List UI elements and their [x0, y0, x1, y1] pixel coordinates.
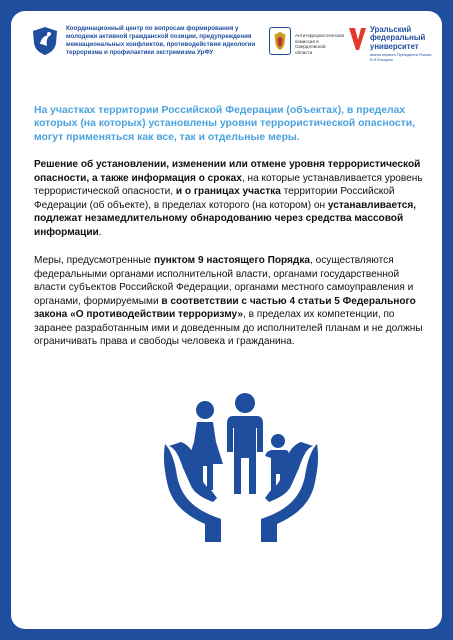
p1-bold-3: и о границах участка [175, 186, 281, 197]
center-name: Координационный центр по вопросам формирования у молодежи активной гражданской позиции, предупреждения межнациональных конфликтов, противодействия идеологии терроризма и профилактики экстремизма УрФУ [66, 25, 256, 56]
p2-text-5: , в пределах их компетенции, по заранее разработанным ими и доведенным до исполнителей планам и не должны ограничивать права и свободы человека и гражданина. [34, 309, 423, 347]
p2-text-3: , осуществляются федеральными органами исполнительной власти, органами государственной власти субъектов Российской Федерации, органами местного самоуправления и органами, формируемыми [34, 255, 414, 307]
center-shield-logo-icon [31, 26, 59, 56]
p1-bold-5: устанавливается, подлежат незамедлительному обнародованию через средства массовой информации [34, 199, 417, 238]
family-in-hands-icon [161, 386, 321, 551]
header [11, 11, 442, 81]
p1-text-2: , на которые устанавливается уровень террористической опасности, [34, 172, 423, 197]
paragraph-decision [34, 158, 429, 239]
urfu-name: Уральский федеральный университет [370, 25, 426, 51]
urfu-logo-icon [347, 26, 367, 52]
p2-bold-2: пунктом 9 настоящего Порядка [153, 255, 311, 266]
p1-text-6: . [98, 226, 102, 238]
atc-emblem-icon [269, 27, 291, 55]
p1-bold-1: Решение об установлении, изменении или отмене уровня террористической опасности, а также информация о сроках [34, 159, 421, 184]
paragraph-measures [34, 254, 429, 349]
atc-name: Антитеррористическая комиссия в Свердловской области [295, 33, 345, 55]
urfu-subtitle: имени первого Президента России Б.Н.Ельцина [370, 53, 432, 62]
p2-text-1: Меры, предусмотренные [34, 255, 154, 266]
document-page [11, 11, 442, 629]
p1-text-4: территории Российской Федерации (об объекте), в пределах которого (на котором) он [34, 186, 395, 211]
p2-bold-4: в соответствии с частью 4 статьи 5 Федерального закона «О противодействии терроризму» [34, 295, 416, 320]
lead-paragraph: На участках территории Российской Федерации (объектах), в пределах которых (на которых) установлены уровни террористической опасности, могут применяться как все, так и отдельные меры. [34, 105, 415, 143]
